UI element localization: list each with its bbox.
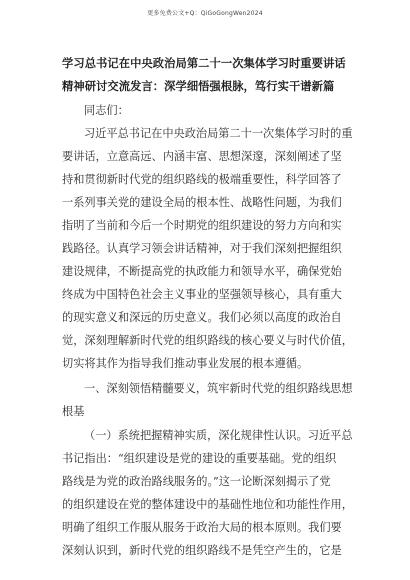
subsection-line: （一）系统把握精神实质，深化规律性认识。习近平总 (84, 429, 353, 442)
paragraph-line: 终成为中国特色社会主义事业的坚强领导核心，具有重大 (62, 288, 342, 301)
paragraph-line: 深刻认识到，新时代党的组织路线不是凭空产生的，它是 (62, 544, 342, 557)
paragraph-line: 切实将其作为指导我们推动事业发展的根本遵循。 (62, 357, 309, 370)
paragraph-line: 要讲话，立意高远、内涵丰富、思想深邃，深刻阐述了坚 (62, 150, 342, 163)
paragraph-line: 践路径。认真学习领会讲话精神，对于我们深刻把握组织 (62, 242, 342, 255)
section-heading: 一、深刻领悟精髓要义，筑牢新时代党的组织路线思想 (84, 382, 353, 395)
paragraph-line: 觉，深刻理解新时代党的组织路线的核心要义与时代价值， (62, 334, 353, 347)
paragraph-line: 建设规律，不断提高党的执政能力和领导水平，确保党始 (62, 265, 342, 278)
document-title-line-2: 精神研讨交流发言：深学细悟强根脉，笃行实干谱新篇 (62, 80, 335, 93)
paragraph-line: 路线是为党的政治路线服务的。”这一论断深刻揭示了党 (62, 475, 331, 488)
section-heading-continued: 根基 (62, 405, 85, 418)
paragraph-line: 一系列事关党的建设全局的根本性、战略性问题，为我们 (62, 196, 342, 209)
paragraph-line: 的组织建设在党的整体建设中的基础性地位和功能性作用， (62, 498, 353, 511)
paragraph-line: 书记指出：“组织建设是党的建设的重要基础。党的组织 (62, 452, 337, 465)
salutation: 同志们： (84, 104, 129, 117)
header-note: 更多免费公文+Q：QiGoGongWen2024 (147, 10, 263, 17)
paragraph-line: 的现实意义和深远的历史意义。我们必须以高度的政治自 (62, 311, 342, 324)
paragraph-line: 习近平总书记在中央政治局第二十一次集体学习时的重 (84, 127, 353, 140)
document-title-line-1: 学习总书记在中央政治局第二十一次集体学习时重要讲话 (62, 57, 346, 70)
paragraph-line: 明确了组织工作服从服务于政治大局的根本原则。我们要 (62, 521, 342, 534)
paragraph-line: 指明了当前和今后一个时期党的组织建设的努力方向和实 (62, 219, 342, 232)
paragraph-line: 持和贯彻新时代党的组织路线的极端重要性，科学回答了 (62, 173, 342, 186)
